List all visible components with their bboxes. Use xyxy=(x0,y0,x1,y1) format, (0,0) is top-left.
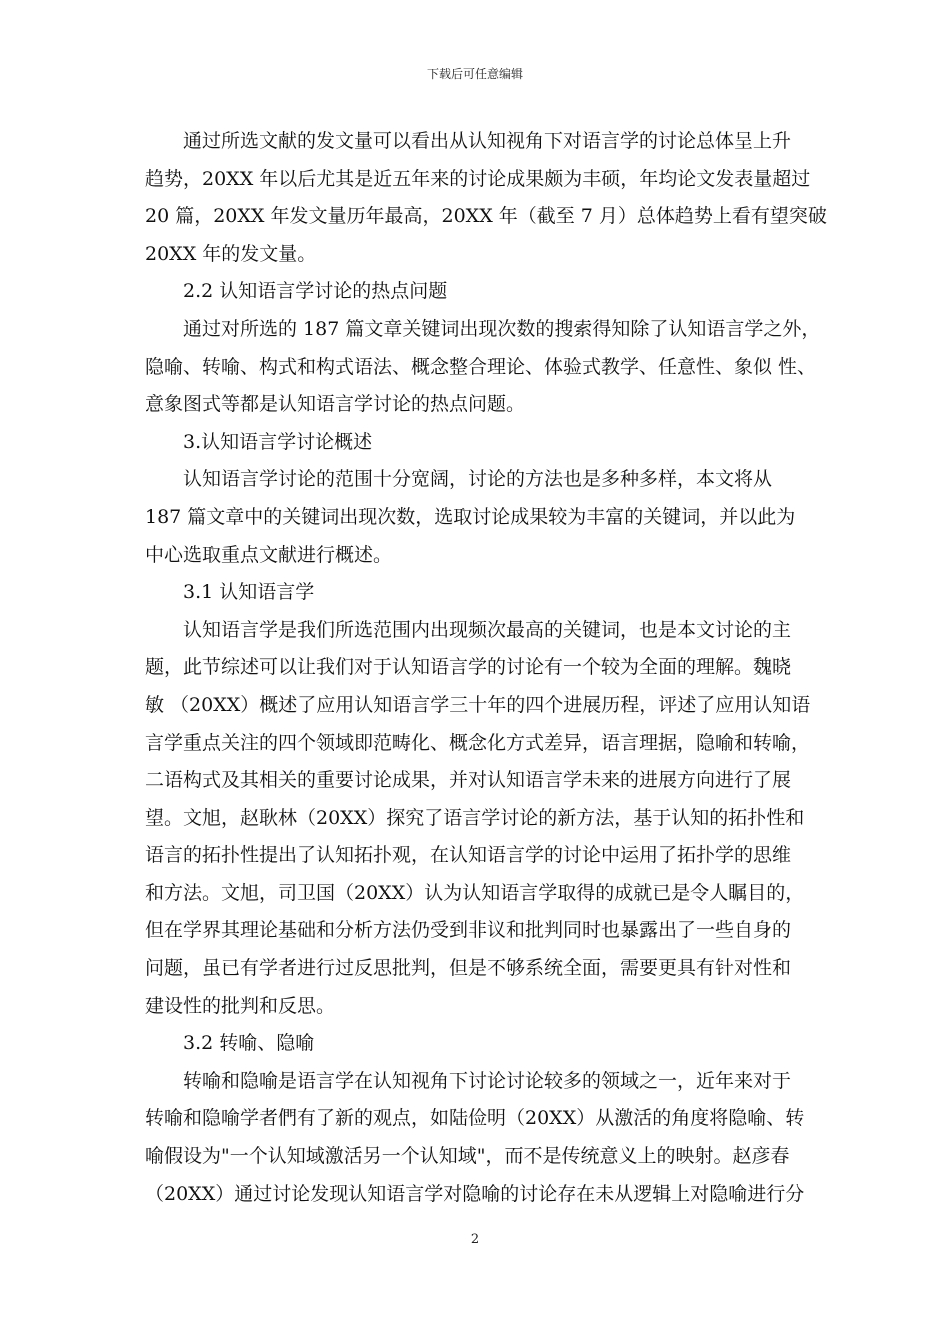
text-line: 建设性的批判和反思。 xyxy=(145,994,336,1017)
text-line: 3.认知语言学讨论概述 xyxy=(183,430,373,453)
text-line: 20 篇，20XX 年发文量历年最高，20XX 年（截至 7 月）总体趋势上看有望突破 xyxy=(145,205,827,228)
text-line: 2.2 认知语言学讨论的热点问题 xyxy=(183,280,448,303)
text-line: 转喻和隐喻是语言学在认知视角下讨论讨论较多的领域之一，近年来对于 xyxy=(183,1069,792,1092)
text-line: 敏 （20XX）概述了应用认知语言学三十年的四个进展历程，评述了应用认知语 xyxy=(145,693,811,716)
page-header: 下载后可任意编辑 xyxy=(426,67,523,81)
text-line: 3.1 认知语言学 xyxy=(183,581,315,604)
text-line: 题，此节综述可以让我们对于认知语言学的讨论有一个较为全面的理解。魏晓 xyxy=(145,656,792,679)
text-line: 认知语言学讨论的范围十分宽阔，讨论的方法也是多种多样，本文将从 xyxy=(183,468,773,491)
text-line: （20XX）通过讨论发现认知语言学对隐喻的讨论存在未从逻辑上对隐喻进行分 xyxy=(145,1182,805,1205)
text-line: 言学重点关注的四个领域即范畴化、概念化方式差异，语言理据，隐喻和转喻， xyxy=(145,731,811,754)
text-line: 语言的拓扑性提出了认知拓扑观，在认知语言学的讨论中运用了拓扑学的思维 xyxy=(145,844,792,867)
text-line: 二语构式及其相关的重要讨论成果，并对认知语言学未来的进展方向进行了展 xyxy=(145,769,792,792)
text-line: 问题，虽已有学者进行过反思批判，但是不够系统全面，需要更具有针对性和 xyxy=(145,957,792,980)
text-line: 和方法。文旭，司卫国（20XX）认为认知语言学取得的成就已是令人瞩目的， xyxy=(145,881,805,904)
text-line: 隐喻、转喻、构式和构式语法、概念整合理论、体验式教学、任意性、象似 性、 xyxy=(145,355,817,378)
text-line: 通过所选文献的发文量可以看出从认知视角下对语言学的讨论总体呈上升 xyxy=(183,130,792,152)
text-line: 但在学界其理论基础和分析方法仍受到非议和批判同时也暴露出了一些自身的 xyxy=(145,919,792,942)
document-body xyxy=(145,123,827,1213)
text-line: 20XX 年的发文量。 xyxy=(145,242,317,265)
text-line: 认知语言学是我们所选范围内出现频次最高的关键词，也是本文讨论的主 xyxy=(183,618,792,641)
text-line: 中心选取重点文献进行概述。 xyxy=(145,543,393,566)
text-line: 转喻和隐喻学者們有了新的观点，如陆俭明（20XX）从激活的角度将隐喻、转 xyxy=(145,1107,805,1130)
text-line: 通过对所选的 187 篇文章关键词出现次数的搜索得知除了认知语言学之外， xyxy=(183,317,821,340)
text-line: 意象图式等都是认知语言学讨论的热点问题。 xyxy=(145,393,526,416)
text-line: 趋势，20XX 年以后尤其是近五年来的讨论成果颇为丰硕，年均论文发表量超过 xyxy=(145,167,811,190)
text-line: 喻假设为"一个认知域激活另一个认知域"，而不是传统意义上的映射。赵彦春 xyxy=(145,1145,790,1168)
text-line: 187 篇文章中的关键词出现次数，选取讨论成果较为丰富的关键词，并以此为 xyxy=(145,505,796,528)
text-line: 望。文旭，赵耿林（20XX）探究了语言学讨论的新方法，基于认知的拓扑性和 xyxy=(145,806,805,829)
page-number: 2 xyxy=(470,1232,480,1247)
text-line: 3.2 转喻、隐喻 xyxy=(183,1032,315,1055)
